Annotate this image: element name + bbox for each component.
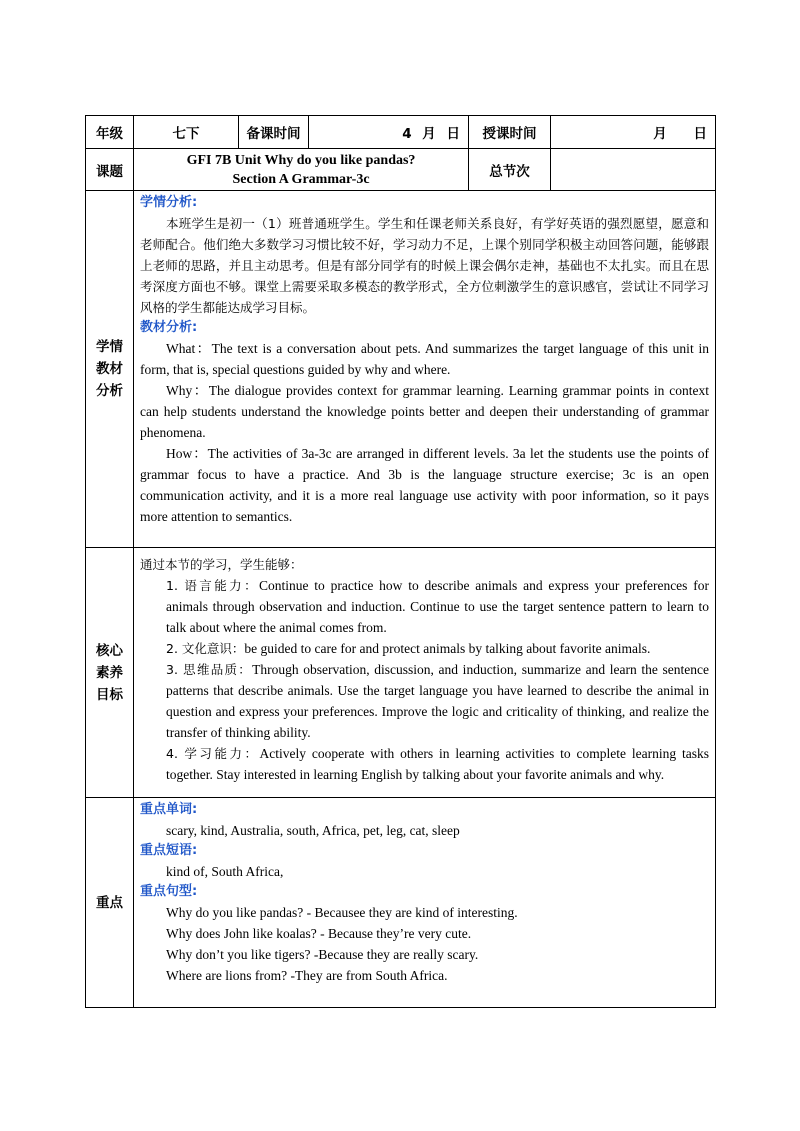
goal-item-3-text: Through observation, discussion, and induction, summarize and learn the sentence patterns that describe animals. Use the target language you have learned to describe the animal in question and express your preferences. Improve the logic and criticality of thinking, and realize the transfer of thinking ability. [166,662,709,740]
lesson-plan-page [85,115,715,1008]
teach-time-value [551,116,716,149]
header-row [86,116,716,149]
goal-item-1 [140,575,709,638]
topic-title-line1: GFI 7B Unit Why do you like pandas? [186,152,416,168]
grade-value: 七下 [134,116,239,149]
keypoints-label: 重点 [86,798,134,1008]
goals-label [86,548,134,798]
teach-time-text: 月 日 [653,126,707,142]
topic-row [86,149,716,191]
goal-item-3-label: 3. 思维品质： [166,662,253,677]
keypoints-content [134,798,716,1008]
goal-item-2 [140,638,709,659]
goal-item-3 [140,659,709,743]
goal-item-4-label: 4. 学习能力： [166,746,260,761]
prep-time-value [309,116,469,149]
goals-row [86,548,716,798]
analysis-label [86,191,134,548]
topic-title-line2: Section A Grammar-3c [232,171,370,187]
material-why: Why：The dialogue provides context for grammar learning. Learning grammar points in context can help students understand the knowledge points better and deepen their understanding of grammar phenomena. [140,383,709,440]
prep-time-text: 4 月 日 [402,126,460,142]
key-phrases-title: 重点短语: [140,843,198,858]
goal-item-4-text: Actively cooperate with others in learning activities to complete learning tasks together. Stay interested in learning English by talking about your favorite animals and why. [166,746,709,782]
goals-intro: 通过本节的学习，学生能够： [140,557,303,572]
key-sentences-title: 重点句型: [140,884,198,899]
prep-time-label: 备课时间 [239,116,309,149]
total-sessions-value [551,149,716,191]
key-sentence-4: Where are lions from? -They are from South Africa. [166,968,448,983]
analysis-label-1: 学情 [96,339,123,355]
material-what: What：The text is a conversation about pets. And summarizes the target language of this unit in form, that is, special questions guided by why and where. [140,341,709,377]
goals-label-1: 核心 [96,642,123,659]
analysis-label-2: 教材 [96,361,123,377]
student-analysis-title: 学情分析: [140,195,198,210]
analysis-content [134,191,716,548]
analysis-row [86,191,716,548]
topic-label: 课题 [86,149,134,191]
goal-item-4 [140,743,709,785]
key-words-title: 重点单词: [140,802,198,817]
goal-item-1-text: Continue to practice how to describe animals and express your preferences for animals through observation and induction. Continue to use the target sentence pattern to learn to talk about where the animal comes from. [166,578,709,635]
key-sentence-2: Why does John like koalas? - Because they’re very cute. [166,926,472,941]
goal-item-1-label: 1. 语言能力： [166,578,259,593]
teach-time-label: 授课时间 [469,116,551,149]
goal-item-2-label: 2. 文化意识： [166,641,245,656]
key-words: scary, kind, Australia, south, Africa, pet, leg, cat, sleep [166,823,460,838]
analysis-label-3: 分析 [96,383,123,399]
topic-title [134,149,469,191]
key-phrases: kind of, South Africa, [166,864,284,879]
goals-label-3: 目标 [96,686,123,703]
key-sentence-3: Why don’t you like tigers? -Because they are really scary. [166,947,479,962]
goals-content [134,548,716,798]
lesson-plan-table [85,115,716,1008]
goals-label-2: 素养 [96,664,123,681]
goal-item-2-text: be guided to care for and protect animals by talking about favorite animals. [244,641,651,656]
grade-label: 年级 [86,116,134,149]
key-sentence-1: Why do you like pandas? - Becausee they are kind of interesting. [166,905,518,920]
material-analysis-title: 教材分析: [140,320,198,335]
keypoints-row [86,798,716,1008]
total-sessions-label: 总节次 [469,149,551,191]
student-analysis-text: 本班学生是初一（1）班普通班学生。学生和任课老师关系良好，有学好英语的强烈愿望，愿意和老师配合。他们绝大多数学习习惯比较不好，学习动力不足，上课个别同学积极主动回答问题，能够跟上老师的思路，并且主动思考。但是有部分同学有的时候上课会偶尔走神，基础也不太扎实。而且在思考深度方面也不够。课堂上需要采取多模态的教学形式，全方位刺激学生的意识感官，尝试让不同学习风格的学生都能达成学习目标。 [140,216,709,315]
material-how: How：The activities of 3a-3c are arranged in different levels. 3a let the students use the points of grammar focus to have a practice. And 3b is the language structure exercise; 3c is an open communication activity, and it is a more real language use activity with poor information, so it pays more attention to semantics. [140,446,709,524]
